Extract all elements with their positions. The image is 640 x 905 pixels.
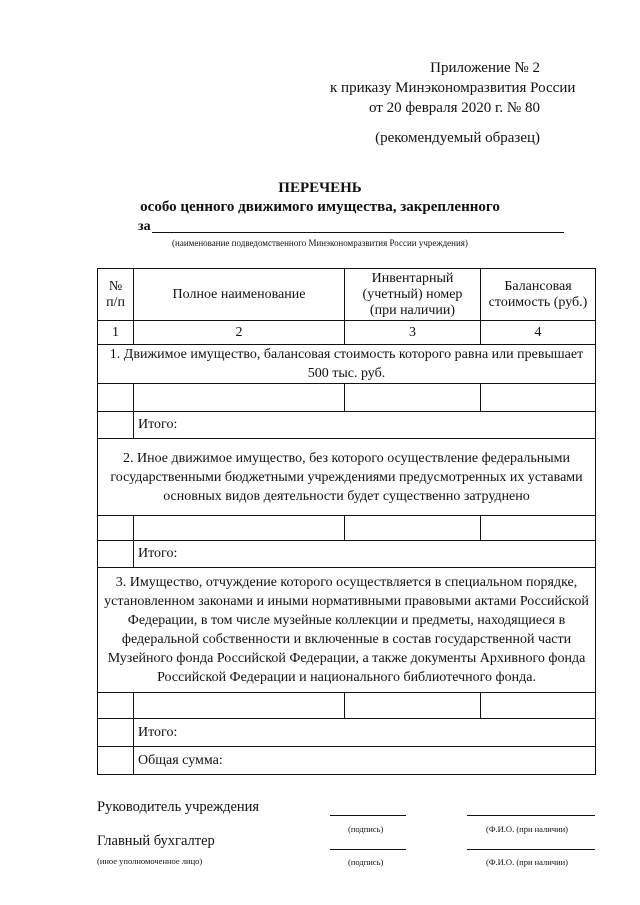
total-label: Итого: (134, 719, 596, 747)
accountant-signature-caption: (подпись) (348, 857, 384, 867)
grand-total-label: Общая сумма: (134, 747, 596, 775)
empty-cell (481, 516, 596, 541)
head-name-caption: (Ф.И.О. (при наличии) (486, 824, 569, 834)
empty-cell (98, 412, 134, 439)
table-row (98, 693, 596, 719)
total-row (98, 541, 596, 568)
column-number: 3 (345, 321, 481, 345)
grand-total-row (98, 747, 596, 775)
document-title: ПЕРЕЧЕНЬ (278, 180, 362, 196)
empty-cell (134, 693, 345, 719)
annex-block (330, 58, 576, 118)
property-table (97, 268, 596, 775)
accountant-note: (иное уполномоченное лицо) (97, 856, 203, 866)
table-row (98, 516, 596, 541)
header-full-name: Полное наименование (134, 269, 345, 321)
empty-cell (98, 719, 134, 747)
empty-cell (98, 516, 134, 541)
total-row (98, 412, 596, 439)
head-name-line (467, 815, 595, 816)
section-row (98, 439, 596, 516)
section-3-title: 3. Имущество, отчуждение которого осуществляется в специальном порядке, установленном законами и иными нормативными правовыми актами Российской Федерации, в том числе музейные коллекции и предметы, находящиеся в федеральной собственности и включенные в состав государственной части Музейного фонда Российской Федерации, а также документы Архивного фонда Российской Федерации и национального библиотечного фонда. (98, 568, 596, 693)
section-row (98, 568, 596, 693)
empty-cell (98, 384, 134, 412)
table-row (98, 384, 596, 412)
empty-cell (345, 516, 481, 541)
organization-caption: (наименование подведомственного Минэкономразвития России учреждения) (172, 238, 468, 248)
column-number: 1 (98, 321, 134, 345)
empty-cell (98, 541, 134, 568)
annex-order: к приказу Минэкономразвития России (330, 80, 576, 96)
empty-cell (98, 747, 134, 775)
column-numbers-row (98, 321, 596, 345)
header-inventory-number: Инвентарный (учетный) номер (при наличии) (345, 269, 481, 321)
annex-date: от 20 февраля 2020 г. № 80 (368, 100, 540, 116)
header-balance-cost: Балансовая стоимость (руб.) (481, 269, 596, 321)
header-number: № п/п (98, 269, 134, 321)
organization-name-line (152, 232, 564, 233)
section-2-title: 2. Иное движимое имущество, без которого осуществление федеральными государственными бюджетными учреждениями предусмотренных их уставами основных видов деятельности будет существенно затруднено (98, 439, 596, 516)
total-row (98, 719, 596, 747)
head-label: Руководитель учреждения (97, 799, 260, 815)
accountant-name-line (467, 849, 595, 850)
table-header-row (98, 269, 596, 321)
column-number: 4 (481, 321, 596, 345)
section-row (98, 345, 596, 384)
total-label: Итого: (134, 412, 596, 439)
empty-cell (345, 693, 481, 719)
document-subtitle: особо ценного движимого имущества, закрепленного (140, 199, 500, 215)
empty-cell (98, 693, 134, 719)
head-signature-caption: (подпись) (348, 824, 384, 834)
empty-cell (134, 384, 345, 412)
total-label: Итого: (134, 541, 596, 568)
sample-note: (рекомендуемый образец) (375, 130, 540, 146)
empty-cell (134, 516, 345, 541)
head-signature-line (330, 815, 406, 816)
accountant-signature-line (330, 849, 406, 850)
empty-cell (481, 693, 596, 719)
empty-cell (345, 384, 481, 412)
empty-cell (481, 384, 596, 412)
section-1-title: 1. Движимое имущество, балансовая стоимость которого равна или превышает 500 тыс. руб. (98, 345, 596, 384)
accountant-name-caption: (Ф.И.О. (при наличии) (486, 857, 569, 867)
accountant-label: Главный бухгалтер (97, 833, 215, 849)
annex-number: Приложение № 2 (430, 60, 540, 76)
za-label: за (138, 219, 151, 234)
column-number: 2 (134, 321, 345, 345)
